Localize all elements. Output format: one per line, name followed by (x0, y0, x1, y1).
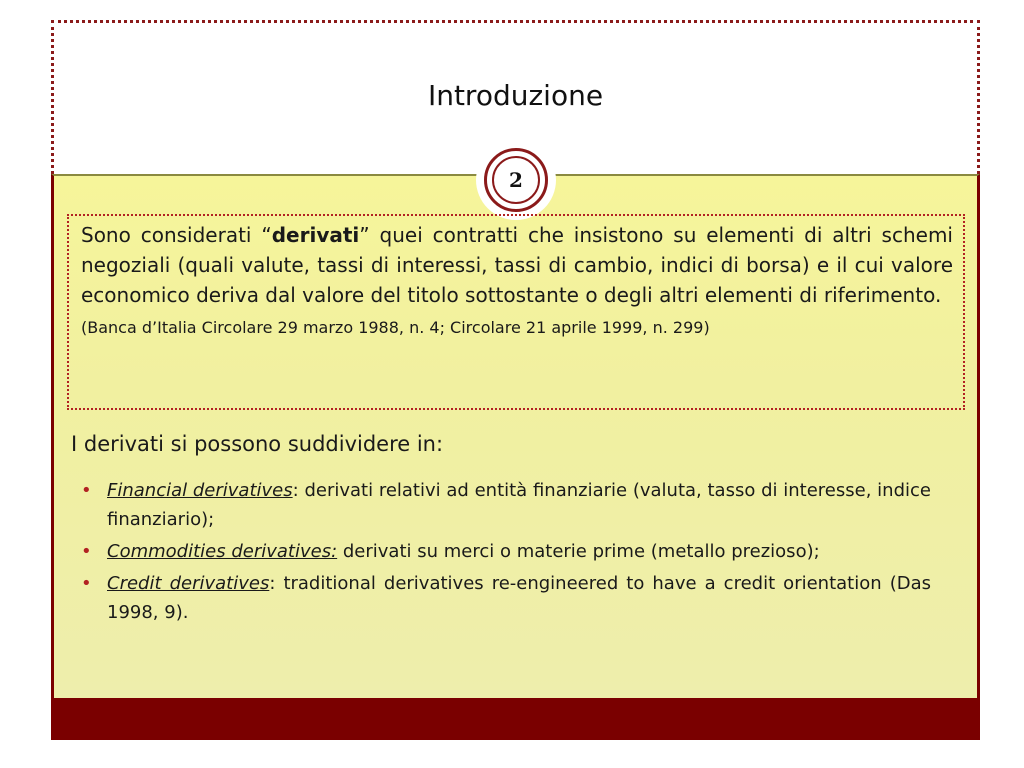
slide-title: Introduzione (427, 79, 604, 112)
definition-source: (Banca d’Italia Circolare 29 marzo 1988, n. 4; Circolare 21 aprile 1999, n. 299) (81, 318, 710, 337)
bullet-separator: : (292, 480, 305, 501)
definition-rest: quei contratti che insistono su elementi di altri schemi negoziali (quali valute, tassi di interessi, tassi di cambio, indici di borsa) e il cui valore economico deriva dal valore del titolo sottostante o degli altri elementi di riferimento. (81, 223, 953, 307)
list-item (81, 569, 931, 627)
bullet-icon: • (81, 573, 92, 594)
bullet-icon: • (81, 541, 92, 562)
page-number: 2 (492, 156, 540, 204)
slide (51, 20, 980, 740)
definition-text (81, 220, 953, 310)
close-quote: ” (359, 223, 370, 247)
bullet-list (81, 476, 931, 630)
bullet-term: Financial derivatives (107, 480, 293, 501)
bullet-term: Credit derivatives (107, 573, 270, 594)
bullet-text: traditional derivatives re-engineered to have a credit orientation (Das 1998, 9). (107, 573, 931, 623)
bullet-text: derivati relativi ad entità finanziarie (valuta, tasso di interesse, indice finanziario); (107, 480, 931, 530)
open-quote: “ (261, 223, 272, 247)
definition-prefix: Sono considerati (81, 223, 262, 247)
bullet-separator: : (269, 573, 284, 594)
definition-keyword: derivati (271, 223, 360, 247)
list-item (81, 537, 931, 566)
list-item (81, 476, 931, 534)
slide-footer-bar (51, 698, 980, 740)
lead-text: I derivati si possono suddividere in: (71, 432, 444, 456)
definition-box (67, 214, 965, 410)
bullet-term: Commodities derivatives: (107, 541, 338, 562)
bullet-text: derivati su merci o materie prime (metallo prezioso); (342, 541, 820, 562)
page-number-badge (484, 148, 548, 212)
bullet-icon: • (81, 480, 92, 501)
